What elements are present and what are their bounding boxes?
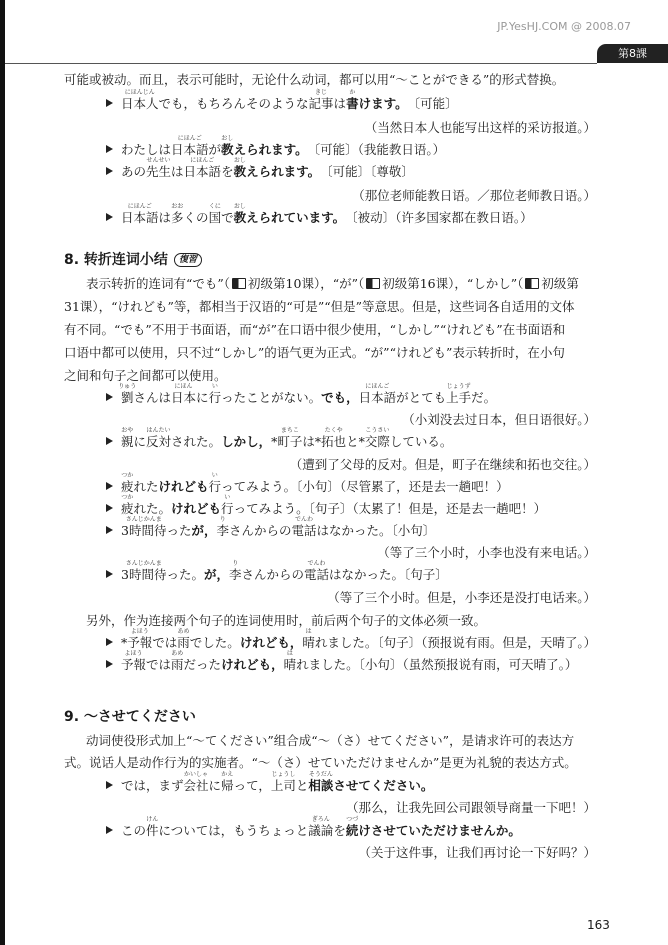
base-text: 会社 — [183, 778, 209, 793]
emphasized-text — [191, 524, 216, 538]
base-text: 行 — [208, 390, 222, 405]
emphasized-text — [333, 779, 433, 793]
text-run: わたしは — [121, 142, 172, 157]
text-run — [208, 472, 222, 494]
text-run: さんからの — [241, 567, 305, 582]
text-run — [208, 383, 222, 405]
emphasized-text — [321, 391, 359, 405]
base-text: 続 — [345, 823, 359, 838]
example-sentence — [106, 383, 497, 405]
text-run: * — [121, 635, 128, 650]
furigana: おし — [221, 135, 234, 142]
base-text: けます。 — [358, 96, 408, 111]
bullet-triangle-icon — [106, 393, 113, 401]
text-run — [171, 135, 209, 157]
furigana: よほう — [124, 650, 143, 657]
site-watermark: JP.YesHJ.COM @ 2008.07 — [497, 20, 631, 33]
text-run — [321, 427, 347, 449]
text-run — [121, 427, 134, 449]
text-run: 〔可能〕〔尊敬〕 — [320, 164, 414, 179]
base-text: 行 — [208, 479, 222, 494]
text-run: が — [208, 142, 222, 157]
base-text: 記事 — [308, 96, 334, 111]
furigana: おお — [171, 203, 184, 210]
furigana: にほん — [174, 383, 193, 390]
text-run: 动词使役形式加上“～てください”组合成“～（さ）せてください”，是请求许可的表达方 — [86, 733, 575, 748]
text-run: だ。 — [471, 390, 497, 405]
furigana: はんたい — [146, 427, 171, 434]
text-run: でした。 — [189, 635, 240, 650]
paragraph-line — [64, 369, 227, 383]
furigana: せんせい — [146, 157, 171, 164]
emphasized-text — [234, 143, 308, 157]
emphasized-text — [358, 824, 521, 838]
paragraph-line — [86, 277, 579, 291]
translation — [352, 189, 596, 203]
text-run: れた — [133, 479, 159, 494]
text-run: 〔被动〕（许多国家都在教日语。） — [345, 210, 533, 225]
text-run — [121, 89, 159, 111]
text-run: と — [295, 778, 309, 793]
example-sentence — [106, 628, 597, 650]
text-run: （遭到了父母的反对。但是，町子在继续和拓也交往。） — [289, 457, 596, 472]
text-run: った。 — [166, 567, 204, 582]
base-text: 反対 — [146, 434, 172, 449]
example-sentence — [106, 650, 578, 672]
furigana: にほんご — [190, 157, 215, 164]
furigana: よほう — [130, 628, 149, 635]
base-text: 電話 — [304, 567, 330, 582]
furigana: りゅう — [118, 383, 137, 390]
text-run: ってみよう。〔小句〕（尽管累了，还是去一趟吧！） — [221, 479, 509, 494]
text-run — [121, 472, 134, 494]
text-run: 可能或被动。而且，表示可能时，无论什么动词，都可以用“～ことができる”的形式替换。 — [64, 72, 565, 87]
example-sentence — [106, 560, 448, 582]
example-sentence — [106, 427, 453, 449]
text-run — [221, 494, 234, 516]
text-run — [146, 157, 172, 179]
furigana: こうさい — [365, 427, 390, 434]
example-sentence — [106, 516, 436, 538]
base-text: えられています。 — [246, 210, 346, 225]
text-run: に — [196, 390, 209, 405]
furigana: い — [211, 472, 218, 479]
text-run: （那么，让我先回公司跟领导商量一下吧！） — [345, 800, 596, 815]
text-run: については，もうちょっと — [158, 823, 309, 838]
bullet-triangle-icon — [106, 437, 113, 445]
base-text: 上手 — [446, 390, 472, 405]
base-text: 先生 — [146, 164, 172, 179]
example-sentence — [106, 135, 446, 157]
emphasized-text — [159, 480, 209, 494]
lesson-tab: 第8課 — [597, 44, 668, 63]
furigana: じょうず — [446, 383, 471, 390]
text-run: れました。〔小句〕（虽然预报说有雨，可天晴了。） — [296, 657, 578, 672]
emphasized-text — [240, 636, 303, 650]
text-run: （小刘没去过日本，但日语很好。） — [402, 412, 596, 427]
base-text: 町子 — [277, 434, 303, 449]
text-run: を — [221, 164, 234, 179]
text-run: * — [271, 434, 278, 449]
base-text: 予報 — [127, 635, 153, 650]
base-text: 多 — [171, 210, 184, 225]
furigana: おや — [121, 427, 134, 434]
text-run: あの — [121, 164, 147, 179]
base-text: けさせていただけませんか。 — [358, 823, 521, 838]
text-run: はなかった。〔小句〕 — [316, 523, 436, 538]
text-run: （等了三个小时。但是，小李还是没打电话来。） — [327, 590, 596, 605]
paragraph-line — [64, 300, 575, 314]
text-run — [208, 203, 222, 225]
furigana: り — [232, 560, 239, 567]
text-run — [291, 516, 317, 538]
text-run — [183, 771, 209, 793]
text-run: 初级第10课），“が”（ — [248, 276, 365, 291]
text-run: 有不同。“でも”不用于书面语，而“が”在口语中很少使用，“しかし”“けれども”在书面语和 — [64, 322, 566, 337]
base-text: 晴 — [302, 635, 315, 650]
translation — [346, 801, 596, 815]
base-text: 交際 — [364, 434, 390, 449]
text-run: くの — [183, 210, 209, 225]
base-text: けれども — [171, 501, 222, 516]
furigana: は — [305, 628, 312, 635]
base-text: でも， — [321, 390, 359, 405]
bullet-triangle-icon — [106, 145, 113, 153]
example-sentence — [106, 771, 434, 793]
base-text: 予報 — [121, 657, 147, 672]
translation — [327, 591, 596, 605]
text-run — [121, 494, 134, 516]
bullet-triangle-icon — [106, 638, 113, 646]
text-run: （当然日本人也能写出这样的采访报道。） — [364, 120, 596, 135]
text-run — [446, 383, 472, 405]
example-sentence — [106, 203, 533, 225]
book-reference-icon — [366, 278, 380, 289]
text-run — [308, 89, 334, 111]
text-run: している。 — [389, 434, 453, 449]
text-run — [277, 427, 303, 449]
furigana: じょうし — [271, 771, 296, 778]
text-run: （那位老师能教日语。／那位老师教日语。） — [352, 188, 596, 203]
furigana: おし — [233, 157, 246, 164]
emphasized-text — [233, 203, 247, 225]
bullet-triangle-icon — [106, 660, 113, 668]
bullet-triangle-icon — [106, 167, 113, 175]
furigana: さんじかんま — [125, 560, 162, 567]
base-text: けれども， — [239, 635, 303, 650]
base-text: けれども — [158, 479, 209, 494]
base-text: 教 — [221, 142, 234, 157]
base-text: 教 — [233, 164, 247, 179]
text-run: 表示转折的连词有“でも”（ — [86, 276, 231, 291]
base-text: 教 — [233, 210, 247, 225]
text-run: （等了三个小时，小李也没有来电话。） — [377, 545, 596, 560]
section-title: 8. 转折连词小结 — [64, 252, 168, 268]
furigana: にほんご — [177, 135, 202, 142]
text-run: は* — [302, 434, 322, 449]
emphasized-text — [221, 658, 284, 672]
section-heading-9: 9. ～させてください — [64, 709, 196, 725]
text-run: と* — [346, 434, 365, 449]
base-text: 3時間待 — [121, 523, 167, 538]
translation — [358, 846, 596, 860]
text-run — [221, 771, 234, 793]
base-text: 日本 — [171, 390, 197, 405]
base-text: させてください。 — [333, 778, 434, 793]
furigana: かいしゃ — [184, 771, 209, 778]
furigana: にほんご — [127, 203, 152, 210]
furigana: ぎろん — [311, 816, 330, 823]
base-text: 書 — [346, 96, 359, 111]
text-run — [364, 427, 390, 449]
text-run — [121, 516, 167, 538]
text-run: 另外，作为连接两个句子的连词使用时，前后两个句子的文体必须一致。 — [86, 613, 487, 628]
text-run: に — [208, 778, 222, 793]
text-run — [121, 650, 147, 672]
base-text: 雨 — [171, 657, 184, 672]
text-run: では，まず — [121, 778, 184, 793]
emphasized-text — [359, 97, 408, 111]
text-run: 初级第 — [541, 276, 579, 291]
scan-edge — [0, 0, 5, 945]
text-run: ってみよう。〔句子〕（太累了！但是，还是去一趟吧！） — [233, 501, 547, 516]
text-run: はなかった。〔句子〕 — [329, 567, 448, 582]
text-run: 式。说话人是动作行为的实施者。“～（さ）せていただけませんか”是更为礼貌的表达方式。 — [64, 755, 577, 770]
base-text: 行 — [221, 501, 234, 516]
paragraph-line — [64, 346, 565, 360]
text-run — [308, 816, 334, 838]
furigana: でんわ — [295, 516, 314, 523]
text-run — [302, 628, 315, 650]
example-sentence — [106, 494, 547, 516]
text-run: った — [166, 523, 192, 538]
base-text: 日本人 — [121, 96, 159, 111]
text-run: でも，もちろんそのような — [158, 96, 309, 111]
example-sentence — [106, 157, 414, 179]
base-text: 相談 — [308, 778, 334, 793]
text-run — [121, 560, 167, 582]
bullet-triangle-icon — [106, 504, 113, 512]
emphasized-text — [204, 568, 229, 582]
text-run — [270, 771, 296, 793]
text-run: ったことがない。 — [221, 390, 322, 405]
base-text: 雨 — [177, 635, 190, 650]
furigana: たくや — [324, 427, 343, 434]
emphasized-text — [221, 435, 271, 449]
furigana: あめ — [177, 628, 190, 635]
emphasized-text — [221, 135, 234, 157]
base-text: 親 — [121, 434, 134, 449]
emphasized-text — [233, 157, 247, 179]
furigana: つか — [121, 472, 134, 479]
text-run — [216, 516, 229, 538]
review-badge: 復習 — [174, 253, 202, 267]
text-run: がとても — [396, 390, 447, 405]
bullet-triangle-icon — [106, 826, 113, 834]
base-text: 疲 — [121, 479, 134, 494]
translation — [365, 121, 596, 135]
text-run: 〔可能〕（我能教日语。） — [307, 142, 446, 157]
page-number: 163 — [587, 918, 610, 932]
base-text: 拓也 — [321, 434, 347, 449]
base-text: が， — [191, 523, 217, 538]
base-text: が， — [203, 567, 229, 582]
text-run — [177, 628, 190, 650]
base-text: 李 — [228, 567, 242, 582]
base-text: 疲 — [121, 501, 134, 516]
base-text: 議論 — [308, 823, 334, 838]
text-run: 口语中都可以使用，只不过“しかし”的语气更为正式。“が”“けれども”表示转折时，在小句 — [64, 345, 565, 360]
text-run: 之间和句子之间都可以使用。 — [64, 368, 227, 383]
paragraph-line — [64, 756, 577, 770]
book-reference-icon — [525, 278, 539, 289]
base-text: 帰 — [221, 778, 234, 793]
emphasized-text — [171, 502, 221, 516]
text-run: れました。〔句子〕（预报说有雨。但是，天晴了。） — [314, 635, 597, 650]
furigana: さんじかんま — [125, 516, 162, 523]
text-run: 〔可能〕 — [407, 96, 458, 111]
text-run: は — [333, 96, 347, 111]
paragraph-line — [86, 734, 574, 748]
text-run — [146, 816, 159, 838]
text-run — [146, 427, 172, 449]
text-run — [183, 157, 222, 179]
text-run — [228, 560, 242, 582]
furigana: でんわ — [307, 560, 326, 567]
text-run — [121, 203, 159, 225]
base-text: 李 — [216, 523, 229, 538]
base-text: 上司 — [270, 778, 296, 793]
base-text: えられます。 — [233, 142, 308, 157]
paragraph-line — [64, 73, 564, 87]
furigana: まちこ — [280, 427, 299, 434]
furigana: おし — [233, 203, 246, 210]
base-text: 日本語 — [358, 390, 397, 405]
base-text: 日本語 — [183, 164, 222, 179]
text-run: された。 — [171, 434, 222, 449]
text-run: この — [121, 823, 147, 838]
furigana: い — [224, 494, 231, 501]
text-run: 31课），“けれども”等，都相当于汉语的“可是”“但是”等意思。但是，这些词各自适用的文体 — [64, 299, 575, 314]
bullet-triangle-icon — [106, 99, 113, 107]
furigana: は — [286, 650, 293, 657]
base-text: 日本語 — [121, 210, 159, 225]
text-run — [171, 383, 197, 405]
text-run: だった — [183, 657, 222, 672]
text-run — [171, 203, 184, 225]
base-text: 件 — [146, 823, 159, 838]
emphasized-text — [246, 211, 345, 225]
section-heading-8 — [64, 252, 202, 269]
text-run: さんからの — [229, 523, 292, 538]
base-text: しかし， — [221, 434, 272, 449]
emphasized-text — [308, 771, 334, 793]
book-reference-icon — [232, 278, 246, 289]
text-run — [118, 383, 137, 405]
furigana: つづ — [346, 816, 359, 823]
header-rule — [5, 63, 597, 64]
base-text: 日本語 — [171, 142, 209, 157]
base-text: けれども， — [221, 657, 284, 672]
text-run: は — [171, 164, 184, 179]
base-text: えられます。 — [246, 164, 321, 179]
furigana: つか — [121, 494, 134, 501]
text-run: さんは — [133, 390, 172, 405]
bullet-triangle-icon — [106, 781, 113, 789]
text-run: を — [333, 823, 346, 838]
furigana: にほんじん — [124, 89, 155, 96]
furigana: い — [211, 383, 218, 390]
furigana: かえ — [221, 771, 234, 778]
text-run: れた。 — [133, 501, 172, 516]
text-run — [171, 650, 184, 672]
example-sentence — [106, 89, 458, 111]
text-run: って， — [233, 778, 271, 793]
bullet-triangle-icon — [106, 213, 113, 221]
emphasized-text — [346, 89, 359, 111]
furigana: きじ — [315, 89, 328, 96]
base-text: 3時間待 — [121, 567, 167, 582]
text-run — [283, 650, 297, 672]
furigana: か — [349, 89, 356, 96]
emphasized-text — [246, 165, 320, 179]
text-run: （关于这件事，让我们再讨论一下好吗？） — [358, 845, 596, 860]
base-text: 劉 — [121, 390, 134, 405]
example-sentence — [106, 472, 509, 494]
paragraph-line — [64, 323, 565, 337]
text-run: は — [158, 210, 172, 225]
text-run: では — [152, 635, 178, 650]
paragraph-line — [86, 614, 486, 628]
translation — [377, 546, 596, 560]
text-run — [304, 560, 330, 582]
furigana: あめ — [171, 650, 184, 657]
base-text: 国 — [208, 210, 222, 225]
text-run — [358, 383, 397, 405]
bullet-triangle-icon — [106, 482, 113, 490]
text-run: では — [146, 657, 172, 672]
text-run: 初级第16课），“しかし”（ — [382, 276, 524, 291]
furigana: くに — [208, 203, 221, 210]
text-run: に — [133, 434, 147, 449]
translation — [290, 458, 596, 472]
emphasized-text — [345, 816, 359, 838]
translation — [402, 413, 596, 427]
furigana: そうだん — [308, 771, 333, 778]
bullet-triangle-icon — [106, 526, 113, 534]
text-run: で — [221, 210, 234, 225]
example-sentence — [106, 816, 521, 838]
base-text: 電話 — [291, 523, 317, 538]
bullet-triangle-icon — [106, 570, 113, 578]
base-text: 晴 — [283, 657, 297, 672]
furigana: り — [219, 516, 226, 523]
furigana: にほんご — [365, 383, 390, 390]
text-run — [127, 628, 153, 650]
furigana: けん — [146, 816, 159, 823]
